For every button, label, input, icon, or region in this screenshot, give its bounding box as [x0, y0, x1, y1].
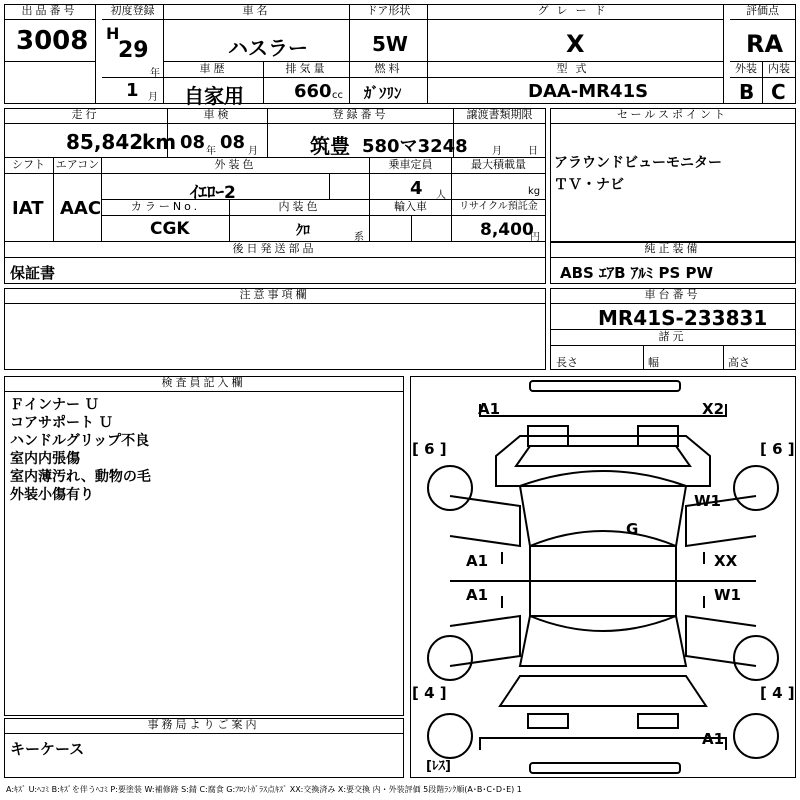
interior-grade: C: [771, 80, 786, 104]
shift: IAT: [12, 198, 44, 219]
mark-spare: [ﾚｽ]: [426, 759, 451, 774]
lot-no-blank: [4, 62, 96, 104]
insp-year-unit: 年: [206, 146, 216, 157]
reg-no: 580マ3248: [362, 136, 468, 157]
mark-left-front-door: A1: [466, 552, 489, 570]
mark-left-front-tire: [ 6 ]: [412, 440, 447, 458]
equipment: ABS ｴｱB ｱﾙﾐ PS PW: [560, 264, 714, 282]
car-name: ハスラー: [228, 36, 308, 60]
office-note: キーケース: [10, 740, 85, 758]
import-header: 輸入車: [370, 200, 452, 216]
yen-unit: 円: [530, 232, 540, 243]
person-unit: 人: [436, 190, 446, 201]
mark-front-left: A1: [478, 400, 501, 418]
color-no-header: カラーNo.: [102, 200, 230, 216]
sales-point-1: アラウンドビューモニター: [554, 155, 722, 171]
kei-unit: 系: [354, 232, 364, 243]
import-cell-b: [412, 216, 452, 242]
office-header: 事務局よりご案内: [4, 718, 404, 734]
height-label: 高さ: [728, 356, 750, 369]
chassis-header: 車台番号: [550, 288, 796, 304]
interior-header: 内装: [763, 62, 796, 78]
kg-unit: kg: [528, 186, 541, 197]
width-label: 幅: [648, 356, 659, 369]
reg-region: 筑豊: [310, 134, 350, 158]
ext-color: ｲｴﾛｰ2: [190, 183, 236, 203]
km-unit: km: [142, 130, 177, 154]
ext-color-header: 外装色: [102, 158, 370, 174]
int-color-header: 内装色: [230, 200, 370, 216]
month-unit: 月: [148, 92, 158, 103]
fuel: ｶﾞｿﾘﾝ: [364, 84, 402, 102]
door: 5W: [372, 32, 408, 56]
shift-header: シフト: [4, 158, 54, 174]
later-parts-header: 後日発送部品: [4, 242, 546, 258]
legend: A:ｷｽﾞ U:ﾍｺﾐ B:ｷｽﾞを伴うﾍｺﾐ P:要塗装 W:補修跡 S:錆 C:腐食 G:ﾌﾛﾝﾄｶﾞﾗｽ点ｷｽﾞ XX:交換済み X:要交換 内・外装評価 5段階ﾗﾝｸ順(A･B･C･D･E) 1: [6, 785, 522, 794]
length-label: 長さ: [556, 356, 578, 369]
cc-unit: cc: [332, 90, 343, 101]
displacement: 660: [294, 81, 332, 102]
max-load-header: 最大積載量: [452, 158, 546, 174]
sales-point-2: ＴＶ・ナビ: [554, 177, 624, 193]
score: RA: [746, 30, 784, 58]
door-header: ドア形状: [350, 4, 428, 20]
mark-right-front-door: XX: [714, 552, 738, 570]
mark-windshield: G: [626, 520, 639, 538]
transfer-month-unit: 月: [492, 146, 502, 157]
car-name-header: 車名: [164, 4, 350, 20]
equipment-header: 純正装備: [550, 242, 796, 258]
grade: X: [566, 30, 585, 58]
year-unit: 年: [150, 68, 160, 79]
model-code-header: 型式: [428, 62, 724, 78]
displacement-header: 排気量: [264, 62, 350, 78]
chassis-no: MR41S-233831: [598, 306, 768, 330]
recycle: 8,400: [480, 220, 534, 240]
specs-header: 諸元: [550, 330, 796, 346]
capacity: 4: [410, 178, 423, 199]
mark-rear-bumper: A1: [702, 730, 725, 748]
history-header: 車歴: [164, 62, 264, 78]
recycle-header: リサイクル預託金: [452, 200, 546, 216]
later-parts: 保証書: [10, 264, 56, 282]
era: H: [106, 24, 120, 43]
mark-left-rear-door: A1: [466, 586, 489, 604]
mileage: 85,842: [66, 130, 144, 154]
color-no: CGK: [150, 219, 190, 239]
capacity-header: 乗車定員: [370, 158, 452, 174]
inspector-note-4: 室内内張傷: [10, 451, 80, 467]
mark-front-right: X2: [702, 400, 725, 418]
history: 自家用: [184, 84, 244, 108]
transfer-header: 譲渡書類期限: [454, 108, 546, 124]
inspector-header: 検査員記入欄: [4, 376, 404, 392]
inspector-note-5: 室内薄汚れ、動物の毛: [10, 469, 151, 485]
aircon-header: エアコン: [54, 158, 102, 174]
inspection-header: 車検: [168, 108, 268, 124]
reg-no-header: 登録番号: [268, 108, 454, 124]
inspector-note-2: コアサポート Ｕ: [10, 415, 113, 431]
inspection-year: 08: [180, 132, 206, 153]
sales-point-header: セールスポイント: [550, 108, 796, 124]
mark-right-rear-tire: [ 4 ]: [760, 684, 795, 702]
mileage-header: 走行: [4, 108, 168, 124]
mark-right-front-tire: [ 6 ]: [760, 440, 795, 458]
exterior-header: 外装: [730, 62, 763, 78]
mark-right-rear-door: W1: [714, 586, 741, 604]
mark-right-fender: W1: [694, 492, 721, 510]
aircon: AAC: [60, 198, 102, 219]
mark-left-rear-tire: [ 4 ]: [412, 684, 447, 702]
inspector-note-1: Ｆインナー Ｕ: [10, 397, 99, 413]
insp-month-unit: 月: [248, 146, 258, 157]
model-code: DAA-MR41S: [528, 81, 649, 102]
first-reg-header: 初度登録: [102, 4, 164, 20]
lot-no: 3008: [16, 26, 89, 56]
import-cell-a: [370, 216, 412, 242]
lot-no-header: 出品番号: [4, 4, 96, 20]
first-reg-month: 1: [126, 80, 139, 101]
fuel-header: 燃料: [350, 62, 428, 78]
car-diagram: [410, 376, 796, 778]
inspection-month: 08: [220, 132, 246, 153]
ext-color-extra: [330, 174, 370, 200]
grade-header: グレード: [428, 4, 724, 20]
exterior-grade: B: [739, 80, 755, 104]
inspector-note-6: 外装小傷有り: [10, 487, 94, 503]
first-reg-year: 29: [118, 38, 149, 63]
int-color: ｸﾛ: [296, 223, 310, 239]
inspector-note-3: ハンドルグリップ不良: [10, 433, 150, 449]
cautions-header: 注意事項欄: [4, 288, 546, 304]
score-header: 評価点: [730, 4, 796, 20]
transfer-day-unit: 日: [528, 146, 538, 157]
